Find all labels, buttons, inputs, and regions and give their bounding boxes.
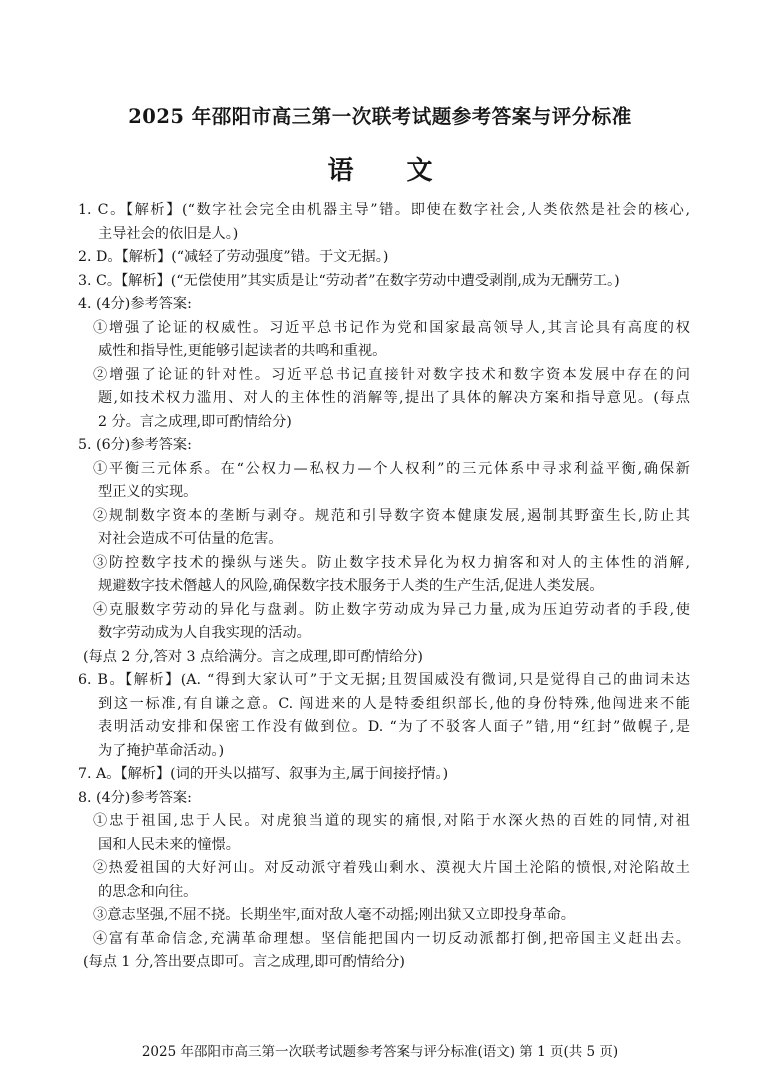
answer-item-6 bbox=[78, 669, 690, 763]
answer-line: 到这一标准,有自谦之意。C. 闯进来的人是特委组织部长,他的身份特殊,他闯进来不能 bbox=[98, 695, 690, 712]
answer-line: ④富有革命信念,充满革命理想。坚信能把国内一切反动派都打倒,把帝国主义赶出去。 bbox=[93, 930, 690, 947]
answer-line: 数字劳动成为人自我实现的活动。 bbox=[98, 625, 311, 641]
answer-line: 型正义的实现。 bbox=[98, 484, 198, 500]
answer-line: (每点 1 分,答出要点即可。言之成理,即可酌情给分) bbox=[83, 954, 405, 970]
answer-item-2 bbox=[78, 246, 690, 270]
answer-line: ②增强了论证的针对性。习近平总书记直接针对数字技术和数字资本发展中存在的问 bbox=[93, 366, 690, 383]
answer-line: ②规制数字资本的垄断与剥夺。规范和引导数字资本健康发展,遏制其野蛮生长,防止其 bbox=[93, 507, 690, 524]
answer-item-3 bbox=[78, 270, 690, 294]
answer-line: 6. B。【解析】(A. “得到大家认可”于文无据;且贺国威没有微词,只是觉得自己的曲词未达 bbox=[78, 672, 690, 688]
answer-line: ①忠于祖国,忠于人民。对虎狼当道的现实的痛恨,对陷于水深火热的百姓的同情,对祖 bbox=[93, 813, 690, 829]
answer-line: 的思念和向往。 bbox=[98, 883, 198, 900]
answer-line: 主导社会的依旧是人。) bbox=[98, 225, 239, 242]
answer-line: ②热爱祖国的大好河山。对反动派守着残山剩水、漠视大片国土沦陷的愤恨,对沦陷故土 bbox=[93, 860, 690, 876]
answer-line: 5. (6分)参考答案: bbox=[78, 437, 192, 453]
answer-line: 表明活动安排和保密工作没有做到位。D. “为了不驳客人面子”错,用“红封”做幌子,是 bbox=[98, 719, 690, 735]
subject-heading: 语 文 bbox=[327, 156, 455, 186]
answer-line: 4. (4分)参考答案: bbox=[78, 296, 192, 312]
page-footer: 2025 年邵阳市高三第一次联考试题参考答案与评分标准(语文) 第 1 页(共 5 页) bbox=[141, 1044, 619, 1060]
answer-line: 威性和指导性,更能够引起读者的共鸣和重视。 bbox=[98, 343, 387, 359]
answer-line: 规避数字技术僭越人的风险,确保数字技术服务于人类的生产生活,促进人类发展。 bbox=[98, 578, 604, 594]
answer-line: (每点 2 分,答对 3 点给满分。言之成理,即可酌情给分) bbox=[83, 648, 423, 665]
answer-line: 2. D。【解析】(“减轻了劳动强度”错。于文无据。) bbox=[78, 249, 389, 265]
answer-line: 8. (4分)参考答案: bbox=[78, 789, 192, 806]
answer-line: 3. C。【解析】(“无偿使用”其实质是让“劳动者”在数字劳动中遭受剥削,成为无酬劳工。) bbox=[78, 272, 620, 289]
answer-line: 题,如技术权力滥用、对人的主体性的消解等,提出了具体的解决方案和指导意见。(每点 bbox=[98, 390, 690, 406]
answer-line: ①平衡三元体系。在“公权力—私权力—个人权利”的三元体系中寻求利益平衡,确保新 bbox=[93, 460, 690, 477]
document-title: 2025 年邵阳市高三第一次联考试题参考答案与评分标准 bbox=[128, 105, 632, 128]
answer-line: ④克服数字劳动的异化与盘剥。防止数字劳动成为异己力量,成为压迫劳动者的手段,使 bbox=[93, 601, 690, 618]
answer-item-4 bbox=[78, 293, 690, 434]
answer-body bbox=[78, 199, 690, 975]
answer-line: 2 分。言之成理,即可酌情给分) bbox=[98, 413, 292, 430]
answer-line: 国和人民未来的憧憬。 bbox=[98, 836, 240, 853]
answer-line: 1. C。【解析】(“数字社会完全由机器主导”错。即使在数字社会,人类依然是社会的核心, bbox=[78, 202, 690, 218]
answer-line: ③防控数字技术的操纵与迷失。防止数字技术异化为权力掮客和对人的主体性的消解, bbox=[93, 554, 690, 571]
answer-line: 为了掩护革命活动。) bbox=[98, 742, 225, 759]
answer-line: 对社会造成不可估量的危害。 bbox=[98, 531, 283, 547]
answer-item-7 bbox=[78, 763, 690, 787]
answer-item-8 bbox=[78, 787, 690, 975]
answer-line: ①增强了论证的权威性。习近平总书记作为党和国家最高领导人,其言论具有高度的权 bbox=[93, 319, 690, 336]
answer-line: ③意志坚强,不屈不挠。长期坐牢,面对敌人毫不动摇;刚出狱又立即投身革命。 bbox=[93, 907, 575, 923]
answer-item-5 bbox=[78, 434, 690, 669]
answer-item-1 bbox=[78, 199, 690, 246]
answer-line: 7. A。【解析】(词的开头以描写、叙事为主,属于间接抒情。) bbox=[78, 766, 449, 782]
